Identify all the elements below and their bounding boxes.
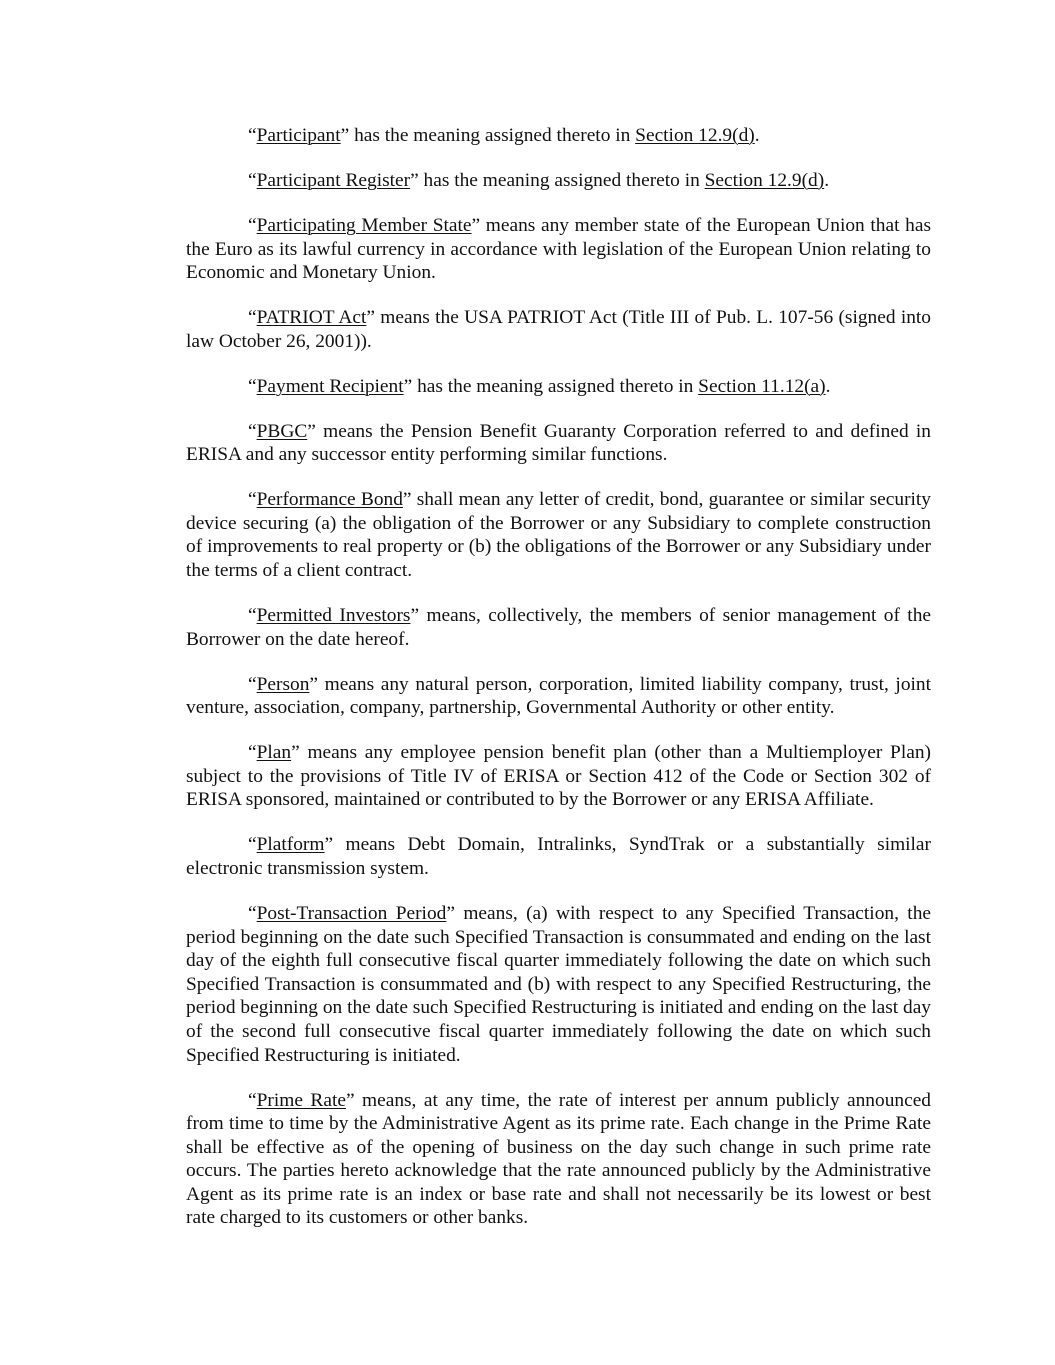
definition-tail: . [754,125,760,146]
definition-text: ” has the meaning assigned thereto in [340,125,636,146]
definition-paragraph [186,420,931,467]
definition-text: ” means the USA PATRIOT Act (Title III of Pub. L. 107-56 (signed into law October 26, 2001)). [186,307,931,352]
section-reference: Section 12.9(d) [635,125,755,146]
definition-paragraph [186,169,931,193]
open-quote: “ [248,742,257,764]
definition-text: ” has the meaning assigned thereto in [410,169,705,191]
document-page [186,124,931,1251]
definition-text: ” means the Pension Benefit Guaranty Corporation referred to and defined in ERISA and any successor entity performing similar functions. [186,420,931,466]
definition-paragraph [186,124,931,148]
definition-paragraph [186,833,931,880]
definition-paragraph [186,214,931,285]
definition-paragraph [186,375,931,399]
defined-term: Participating Member State [256,214,472,236]
open-quote: “ [248,1089,257,1111]
defined-term: Platform [256,834,325,856]
open-quote: “ [248,902,257,924]
open-quote: “ [248,375,257,397]
defined-term: PBGC [256,420,308,442]
definition-tail: . [825,375,831,397]
definition-text: ” means, collectively, the members of senior management of the Borrower on the date hereof. [186,605,931,650]
open-quote: “ [248,489,257,511]
definition-paragraph [186,1089,931,1231]
definition-paragraph [186,673,931,720]
defined-term: Prime Rate [256,1089,346,1111]
definition-paragraph [186,604,931,651]
definition-text: ” means any member state of the European Union that has the Euro as its lawful currency in accordance with legislation of the European Union relating to Economic and Monetary Union. [186,214,931,284]
defined-term: Permitted Investors [256,605,411,627]
open-quote: “ [248,125,257,146]
defined-term: Payment Recipient [256,375,404,397]
open-quote: “ [248,307,257,329]
open-quote: “ [248,214,257,236]
definition-text: ” means, (a) with respect to any Specified Transaction, the period beginning on the date such Specified Transaction is consummated and ending on the last day of the eighth full consecutive fiscal quarter immediately following the date on which such Specified Transaction is consummated and (b) with respect to any Specified Restructuring, the period beginning on the date such Specified Restructuring is initiated and ending on the last day of the second full consecutive fiscal quarter immediately following the date on which such Specified Restructuring is initiated. [186,902,931,1066]
defined-term: Participant Register [256,169,411,191]
defined-term: Post-Transaction Period [256,902,447,924]
defined-term: Plan [256,742,292,764]
definition-text: ” means Debt Domain, Intralinks, SyndTrak or a substantially similar electronic transmission system. [186,834,931,879]
definition-paragraph [186,306,931,353]
defined-term: Participant [256,125,341,146]
section-reference: Section 12.9(d) [704,169,825,191]
definition-text: ” means any natural person, corporation, limited liability company, trust, joint venture, association, company, partnership, Governmental Authority or other entity. [186,673,931,719]
definition-text: ” has the meaning assigned thereto in [403,375,699,397]
definition-paragraph [186,488,931,582]
definition-text: ” means any employee pension benefit plan (other than a Multiemployer Plan) subject to the provisions of Title IV of ERISA or Section 412 of the Code or Section 302 of ERISA sponsored, maintained or contributed to by the Borrower or any ERISA Affiliate. [186,742,931,811]
open-quote: “ [248,420,257,442]
defined-term: PATRIOT Act [256,307,367,329]
section-reference: Section 11.12(a) [698,375,826,397]
definition-tail: . [824,169,830,191]
open-quote: “ [248,605,257,627]
definition-paragraph [186,741,931,812]
definition-text: ” shall mean any letter of credit, bond, guarantee or similar security device securing (a) the obligation of the Borrower or any Subsidiary to complete construction of improvements to real property or (b) the obligations of the Borrower or any Subsidiary under the terms of a client contract. [186,489,931,582]
defined-term: Performance Bond [256,489,403,511]
defined-term: Person [256,673,310,695]
open-quote: “ [248,169,257,191]
definition-text: ” means, at any time, the rate of interest per annum publicly announced from time to time by the Administrative Agent as its prime rate. Each change in the Prime Rate shall be effective as of the opening of business on the day such change in such prime rate occurs. The parties hereto acknowledge that the rate announced publicly by the Administrative Agent as its prime rate is an index or base rate and shall not necessarily be its lowest or best rate charged to its customers or other banks. [186,1089,931,1229]
open-quote: “ [248,834,257,856]
definition-paragraph [186,902,931,1067]
open-quote: “ [248,673,257,695]
